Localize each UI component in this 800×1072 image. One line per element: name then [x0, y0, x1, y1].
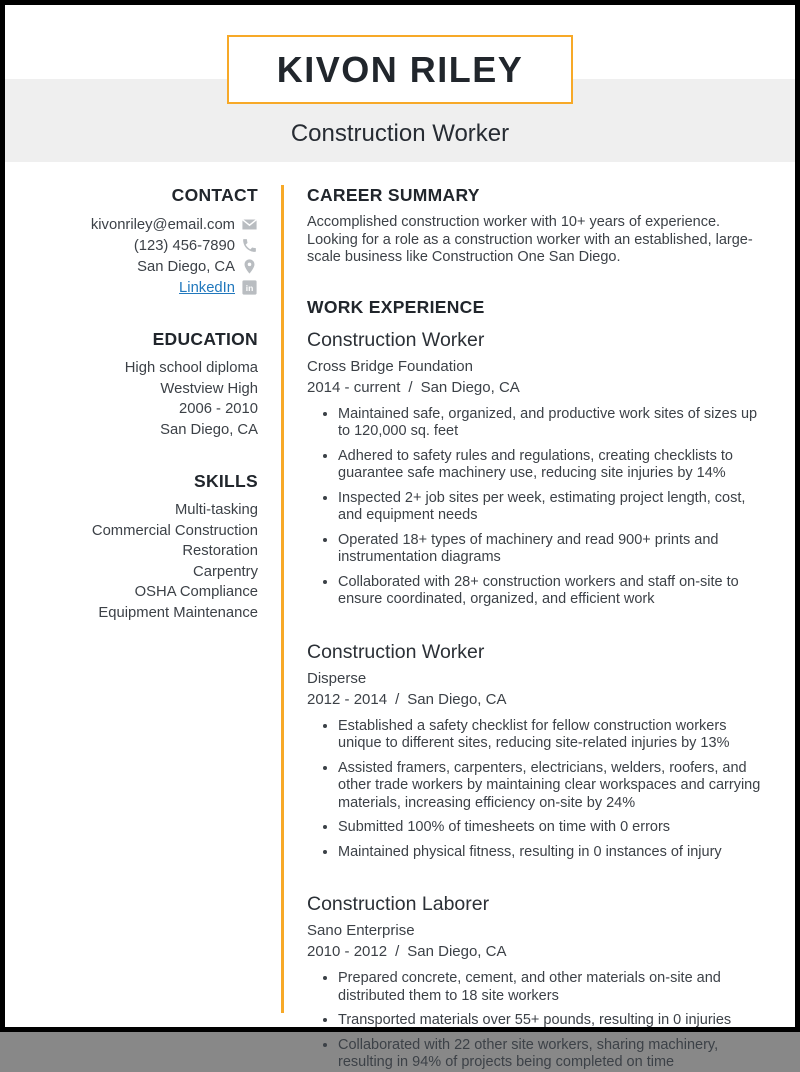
education-line: San Diego, CA: [160, 421, 258, 438]
dates-location-separator: /: [395, 943, 400, 960]
contact-items: [5, 214, 258, 298]
job-location: San Diego, CA: [407, 690, 507, 708]
job-dates: 2014 - current: [307, 378, 401, 396]
job-bullet: • Maintained safe, organized, and productive work sites of sizes up to 120,000 sq. feet: [338, 406, 763, 441]
education-line: Westview High: [160, 380, 258, 397]
job-bullet: • Collaborated with 22 other site workers, sharing machinery, resulting in 94% of projects being completed on time: [338, 1037, 763, 1072]
person-job-title: Construction Worker: [290, 120, 510, 147]
work-experience-heading: WORK EXPERIENCE: [307, 296, 485, 317]
skill-item: Commercial Construction: [91, 522, 258, 539]
career-summary-heading: CAREER SUMMARY: [307, 185, 480, 205]
career-summary-text: Accomplished construction worker with 10+ years of experience. Looking for a role as a construction worker with an established, large-scale business like Construction One San Diego.: [307, 214, 753, 265]
sidebar: [5, 185, 258, 1072]
contact-item: [5, 235, 258, 256]
education-heading: EDUCATION: [152, 329, 258, 349]
contact-text: (123) 456-7890: [133, 237, 235, 254]
job-entry: [307, 328, 763, 609]
location-pin-icon: [241, 258, 258, 275]
skill-item: Multi-tasking: [174, 502, 258, 518]
job-title: Construction Laborer: [307, 893, 490, 915]
job-bullet: • Assisted framers, carpenters, electricians, welders, roofers, and other trade workers by maintaining clear workspaces and carrying materials, increasing efficiency on-site by 24%: [338, 760, 763, 813]
dates-location-separator: /: [395, 690, 400, 708]
contact-section: [5, 185, 258, 298]
job-dates-location: [307, 689, 763, 711]
job-location: San Diego, CA: [407, 943, 507, 960]
name-box: [227, 35, 573, 104]
job-company: Cross Bridge Foundation: [307, 357, 473, 375]
job-dates-location: [307, 941, 763, 963]
job-bullet: • Adhered to safety rules and regulations, creating checklists to guarantee safe machinery use, reducing site injuries by 14%: [338, 448, 763, 483]
education-line: 2006 - 2010: [179, 401, 258, 417]
skill-item: OSHA Compliance: [134, 584, 258, 600]
job-bullet: • Transported materials over 55+ pounds, resulting in 0 injuries: [338, 1012, 763, 1030]
main-column: [307, 185, 763, 1072]
job-bullets: [307, 970, 763, 1072]
education-lines: [5, 358, 258, 440]
skill-item: Equipment Maintenance: [98, 604, 258, 621]
dates-location-separator: /: [408, 378, 413, 396]
job-bullet: • Submitted 100% of timesheets on time with 0 errors: [338, 819, 763, 837]
job-title: Construction Worker: [307, 640, 485, 663]
skills-heading: SKILLS: [193, 471, 258, 491]
contact-heading: CONTACT: [171, 185, 258, 205]
skill-item: Carpentry: [193, 563, 258, 580]
work-experience-section: [307, 297, 763, 1072]
contact-text: kivonriley@email.com: [90, 216, 235, 233]
job-bullet: • Established a safety checklist for fellow construction workers unique to different sites, reducing site-related injuries by 13%: [338, 718, 763, 753]
vertical-accent-divider: [281, 185, 284, 1013]
career-summary-section: [307, 185, 763, 267]
skills-items: [5, 500, 258, 623]
job-dates: 2012 - 2014: [307, 690, 388, 708]
job-bullet: • Collaborated with 28+ construction workers and staff on-site to ensure coordinated, organized, and efficient work: [338, 574, 763, 609]
job-company: Sano Enterprise: [307, 922, 415, 939]
job-bullet: • Maintained physical fitness, resulting in 0 instances of injury: [338, 844, 763, 862]
job-entry: [307, 640, 763, 862]
contact-text: San Diego, CA: [137, 258, 235, 275]
education-line: High school diploma: [124, 360, 258, 376]
contact-item: [5, 214, 258, 235]
skill-item: Restoration: [182, 543, 258, 559]
job-bullet: • Operated 18+ types of machinery and read 900+ prints and instrumentation diagrams: [338, 532, 763, 567]
content-columns: [5, 162, 795, 1072]
linkedin-icon: [241, 279, 258, 296]
job-bullets: [307, 406, 763, 609]
job-company: Disperse: [307, 669, 367, 687]
job-bullets: [307, 718, 763, 862]
job-bullet: • Inspected 2+ job sites per week, estimating project length, cost, and equipment needs: [338, 490, 763, 525]
job-list: [307, 328, 763, 1072]
contact-item: [5, 256, 258, 277]
job-location: San Diego, CA: [420, 378, 520, 396]
phone-icon: [241, 237, 258, 254]
contact-item: [5, 277, 258, 298]
person-name: KIVON RILEY: [276, 49, 524, 90]
resume-header: [5, 35, 795, 162]
skills-section: [5, 471, 258, 623]
svg-text:in: in: [245, 283, 254, 294]
job-dates: 2010 - 2012: [307, 943, 388, 960]
envelope-icon: [241, 216, 258, 233]
linkedin-link[interactable]: LinkedIn: [179, 279, 235, 296]
job-bullet: • Prepared concrete, cement, and other materials on-site and distributed them to 18 site workers: [338, 970, 763, 1005]
education-section: [5, 329, 258, 440]
job-title: Construction Worker: [307, 328, 485, 351]
job-entry: [307, 892, 763, 1072]
job-dates-location: [307, 377, 763, 399]
